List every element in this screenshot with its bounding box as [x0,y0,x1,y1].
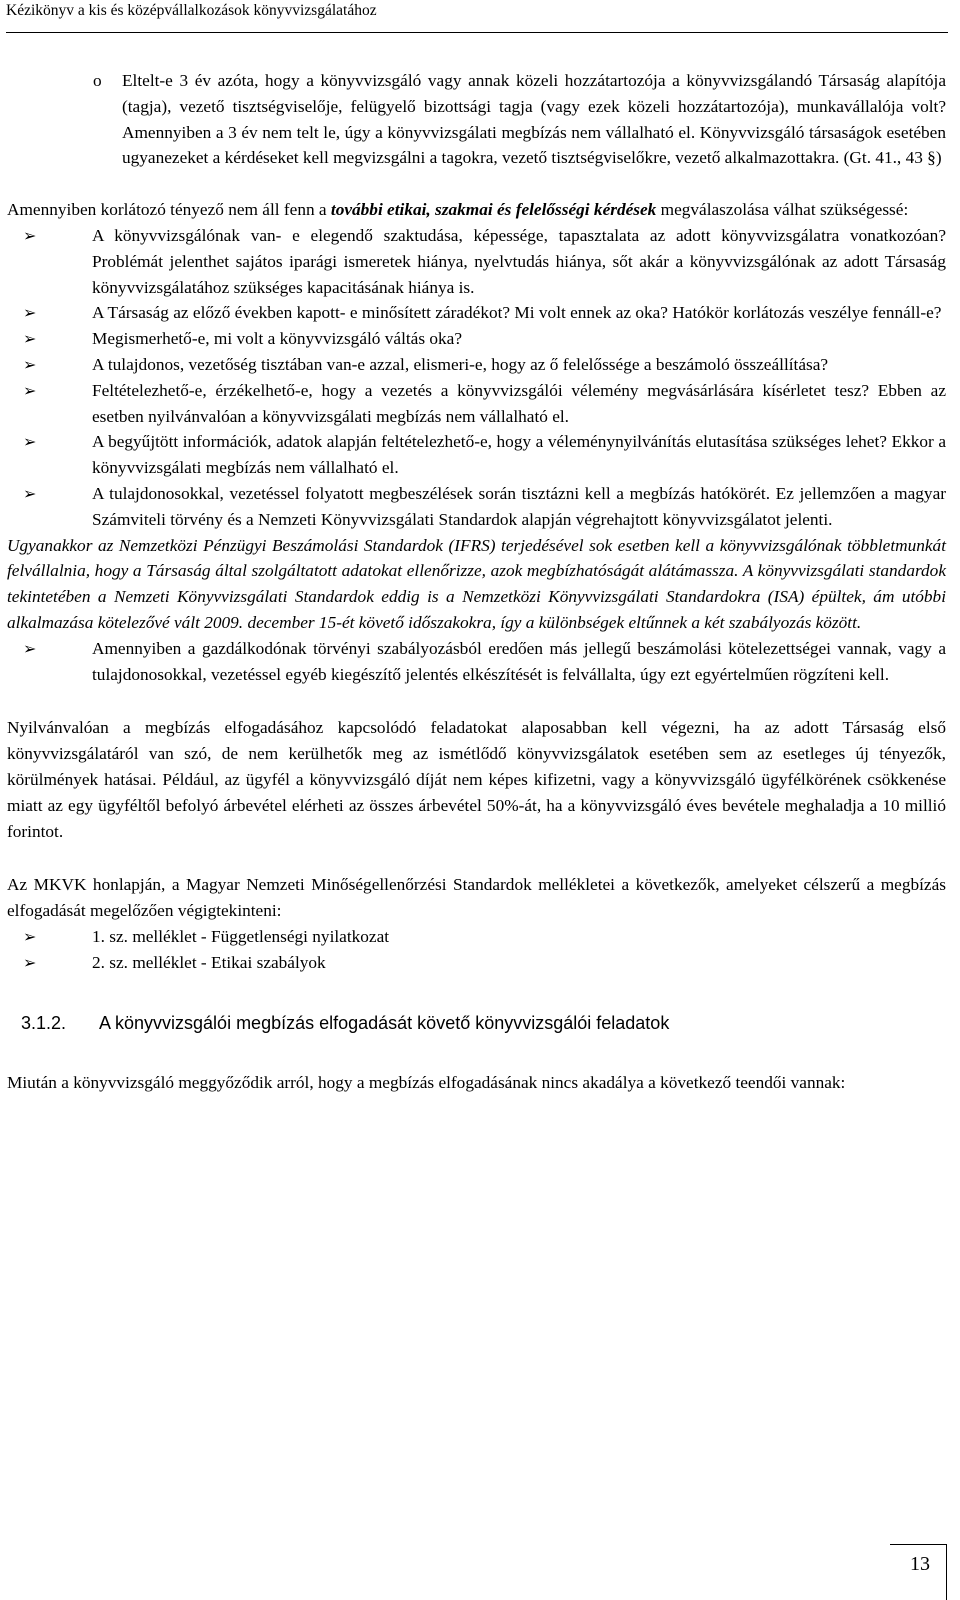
list-item-text: A Társaság az előző években kapott- e minősített záradékot? Mi volt ennek az oka? Hatókör korlátozás veszélye fennáll-e? [92,303,942,323]
header-divider [6,32,948,33]
italic-note: Ugyanakkor az Nemzetközi Pénzügyi Beszámolási Standardok (IFRS) terjedésével sok esetben kell a könyvvizsgálónak többletmunkát felvállalnia, hogy a Társaság által szolgáltatott adatokat ellenőrizze, azok megbízhatóságát alátámassza. A könyvvizsgálati standardok tekintetében a Nemzeti Könyvvizsgálati Standardok eddig is a Nemzetközi Könyvvizsgálati Standardokra (ISA) épültek, ám utóbbi alkalmazása kötelezővé vált 2009. december 15-ét követő időszakokra, így a különbségek eltűnnek a két szabályozás között. [7,535,946,632]
arrowhead-bullet-icon: ➢ [23,329,37,349]
annex-list [7,924,946,976]
list-item-text: Feltételezhető-e, érzékelhető-e, hogy a vezetés a könyvvizsgálói vélemény megvásárlására kísérletet tesz? Ebben az esetben nyilvánvalóan a könyvvizsgálati megbízás nem vállalható el. [92,380,946,426]
body-paragraph-3: Miután a könyvvizsgáló meggyőződik arról, hogy a megbízás elfogadásának nincs akadálya a következő teendői vannak: [7,1072,846,1092]
o-bullet-marker: o [93,71,102,90]
list-item [7,924,946,950]
section-heading [7,1010,946,1036]
page-body [7,68,946,1095]
arrowhead-bullet-icon: ➢ [23,354,37,374]
arrowhead-bullet-icon: ➢ [23,380,37,400]
arrowhead-bullet-icon: ➢ [23,303,37,323]
list-item [7,223,946,300]
list-item-text: A könyvvizsgálónak van- e elegendő szaktudása, képessége, tapasztalata az adott könyvvizsgálatra vonatkozóan? Problémát jelenthet sajátos iparági ismeretek hiánya, nyelvtudás hiánya, sőt akár a könyvvizsgálónak az adott Társaság könyvvizsgálatához szükséges kapacitásának hiánya is. [92,225,946,297]
list-item [7,429,946,481]
page-number: 13 [910,1553,930,1575]
body-paragraph-1: Nyilvánvalóan a megbízás elfogadásához kapcsolódó feladatokat alaposabban kell végezni, ha az adott Társaság első könyvvizsgálatáról van szó, de nem kerülhetők meg az ismétlődő könyvvizsgálatok esetében sem az esetleges új tényezők, körülmények hatásai. Például, az ügyfél a könyvvizsgáló díját nem képes kifizetni, vagy a könyvvizsgáló ügyfélkörének csökkenése miatt az egy ügyféltől befolyó árbevétel elérheti az összes árbevétel 50%-át, ha a könyvvizsgáló éves bevétele meghaladja a 10 millió forintot. [7,718,946,841]
intro-emphasis: további etikai, szakmai és felelősségi kérdések [330,200,657,220]
list-item-text: A begyűjtött információk, adatok alapján feltételezhető-e, hogy a véleménynyilvánítás elutasítása szükséges lehet? Ekkor a könyvvizsgálati megbízás nem vállalható el. [92,432,946,478]
arrowhead-bullet-icon: ➢ [23,952,37,972]
list-item [7,352,946,378]
intro-text-before: Amennyiben korlátozó tényező nem áll fenn a [7,200,331,220]
section-title: A könyvvizsgálói megbízás elfogadását követő könyvvizsgálói feladatok [99,1012,670,1033]
arrowhead-bullet-icon: ➢ [23,638,37,658]
question-list [7,223,946,533]
intro-paragraph [7,197,946,223]
footer-vertical-divider [946,1544,947,1600]
list-item [7,326,946,352]
o-list-item-text: Eltelt-e 3 év azóta, hogy a könyvvizsgáló vagy annak közeli hozzátartozója a könyvvizsgálandó Társaság alapítója (tagja), vezető tisztségviselője, felügyelő bizottsági tagja (vagy ezek közeli hozzátartozója), munkavállalója volt? Amennyiben a 3 év nem telt le, úgy a könyvvizsgálati megbízás nem vállalható el. Könyvvizsgáló társaságok esetében ugyanezeket a kérdéseket kell megvizsgálni a tagokra, vezető tisztségviselőkre, vezető alkalmazottakra. (Gt. 41., 43 §) [122,71,946,168]
list-item-text: Amennyiben a gazdálkodónak törvényi szabályozásból eredően más jellegű beszámolási kötelezettségei vannak, vagy a tulajdonosokkal, vezetéssel egyéb kiegészítő jelentés elkészítését is felvállalta, úgy ezt egyértelműen rögzíteni kell. [92,638,946,684]
section-number: 3.1.2. [21,1012,67,1033]
list-item-text: A tulajdonosokkal, vezetéssel folyatott megbeszélések során tisztázni kell a megbízás hatókörét. Ez jellemzően a magyar Számviteli törvény és a Nemzeti Könyvvizsgálati Standardok alapján végrehajtott könyvvizsgálatot jelenti. [92,483,946,529]
list-item-text: Megismerhető-e, mi volt a könyvvizsgáló váltás oka? [92,329,463,349]
list-item [7,636,946,688]
arrowhead-bullet-icon: ➢ [23,483,37,503]
list-item-text: A tulajdonos, vezetőség tisztában van-e azzal, elismeri-e, hogy az ő felelőssége a beszámoló összeállítása? [92,354,829,374]
running-header: Kézikönyv a kis és középvállalkozások könyvvizsgálatához [6,2,377,19]
arrowhead-bullet-icon: ➢ [23,926,37,946]
question-list-continued [7,636,946,688]
o-list-item [7,68,946,171]
arrowhead-bullet-icon: ➢ [23,225,37,245]
list-item-text: 2. sz. melléklet - Etikai szabályok [92,952,326,972]
footer-divider [890,1544,946,1545]
list-item [7,950,946,976]
body-paragraph-2: Az MKVK honlapján, a Magyar Nemzeti Minőségellenőrzési Standardok mellékletei a következők, amelyeket célszerű a megbízás elfogadását megelőzően végigtekinteni: [7,875,946,921]
list-item [7,481,946,533]
list-item [7,300,946,326]
intro-text-after: megválaszolása válhat szükségessé: [656,200,909,220]
arrowhead-bullet-icon: ➢ [23,432,37,452]
list-item-text: 1. sz. melléklet - Függetlenségi nyilatkozat [92,926,390,946]
list-item [7,378,946,430]
